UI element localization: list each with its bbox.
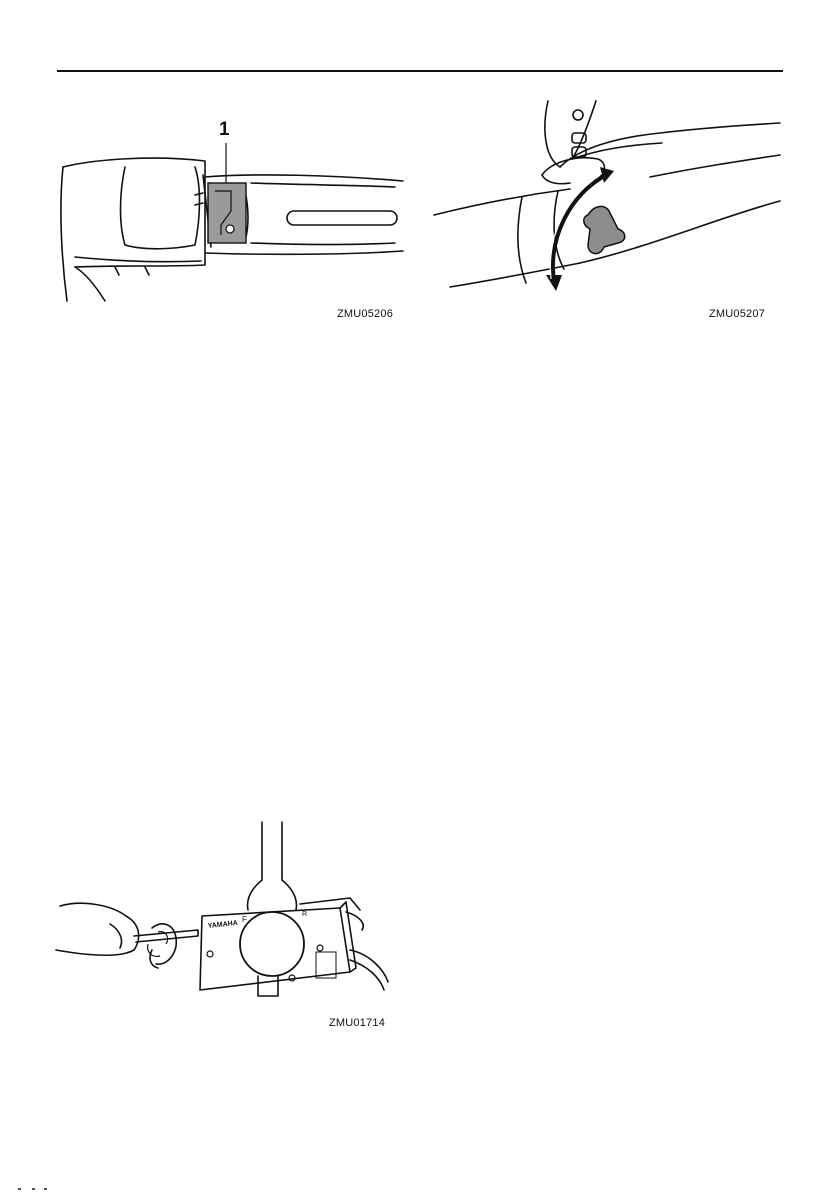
figure-caption: ZMU05207 [709, 308, 766, 320]
figure-zmu05206 [55, 115, 407, 320]
page-corner-mark [18, 1186, 58, 1192]
header-rule [57, 70, 783, 72]
remote-box-friction-screw-illustration [50, 820, 392, 1010]
figure-zmu05207 [430, 97, 782, 320]
figure-zmu01714 [50, 820, 392, 1029]
callout-number: 1 [219, 119, 230, 140]
box-brand-label: YAMAHA [207, 919, 239, 930]
box-reverse-label: R [302, 911, 308, 918]
box-forward-label: F [242, 915, 247, 924]
figure-caption: ZMU01714 [329, 1017, 386, 1029]
remote-control-grip-illustration [55, 115, 407, 307]
friction-adjuster-illustration [430, 97, 782, 307]
figure-caption: ZMU05206 [337, 308, 394, 320]
